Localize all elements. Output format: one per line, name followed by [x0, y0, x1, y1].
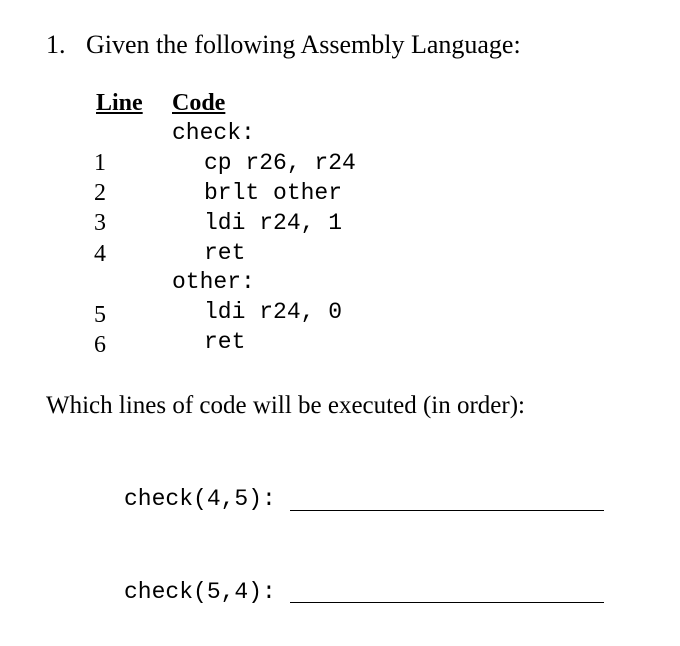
line-number-1: 1: [94, 150, 106, 176]
line-number-3: 3: [94, 210, 106, 236]
line-number-4: 4: [94, 241, 106, 267]
instruction-line-1: cp r26, r24: [204, 150, 356, 176]
instruction-line-5: ldi r24, 0: [204, 299, 343, 325]
answer-blank-check-4-5[interactable]: [290, 510, 604, 511]
question-number: 1.: [46, 30, 66, 59]
followup-question: Which lines of code will be executed (in order):: [46, 392, 525, 419]
label-check: check:: [172, 120, 255, 146]
answer-blank-check-5-4[interactable]: [290, 602, 604, 603]
label-other: other:: [172, 269, 255, 295]
code-column-header: Code: [172, 90, 226, 116]
line-column-header: Line: [96, 90, 143, 116]
instruction-line-4: ret: [204, 240, 246, 266]
call-check-5-4-label: check(5,4):: [124, 579, 276, 605]
instruction-line-3: ldi r24, 1: [204, 210, 343, 236]
instruction-line-2: brlt other: [204, 180, 343, 206]
line-number-6: 6: [94, 332, 106, 358]
question-prompt: Given the following Assembly Language:: [86, 30, 521, 59]
instruction-line-6: ret: [204, 329, 246, 355]
call-check-4-5-label: check(4,5):: [124, 486, 276, 512]
line-number-5: 5: [94, 302, 106, 328]
line-number-2: 2: [94, 180, 106, 206]
